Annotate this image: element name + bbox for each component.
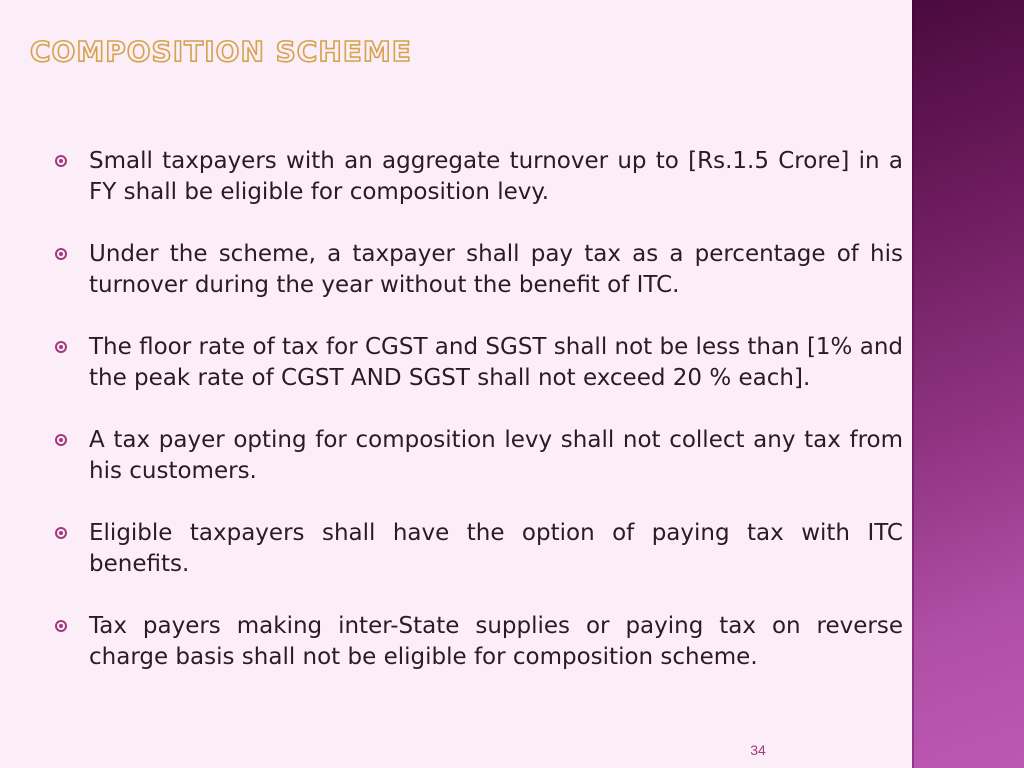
circle-dot-bullet-icon [55,155,67,167]
decorative-side-bar [912,0,1024,768]
bullet-list [55,146,903,704]
circle-dot-bullet-icon [55,620,67,632]
circle-dot-bullet-icon [55,527,67,539]
bullet-item [55,332,903,394]
bullet-text: Small taxpayers with an aggregate turnover up to [Rs.1.5 Crore] in a FY shall be eligible for composition levy. [89,148,903,205]
bullet-item [55,239,903,301]
bullet-item [55,518,903,580]
circle-dot-bullet-icon [55,434,67,446]
circle-dot-bullet-icon [55,248,67,260]
bullet-text: Eligible taxpayers shall have the option of paying tax with ITC benefits. [89,520,903,577]
slide-title: COMPOSITION SCHEME [30,35,412,68]
bullet-text: Under the scheme, a taxpayer shall pay tax as a percentage of his turnover during the year without the benefit of ITC. [89,241,903,298]
bullet-item [55,425,903,487]
page-number: 34 [750,742,766,758]
bullet-text: A tax payer opting for composition levy shall not collect any tax from his customers. [89,427,903,484]
bullet-text: Tax payers making inter-State supplies or paying tax on reverse charge basis shall not be eligible for composition scheme. [89,613,903,670]
bullet-text: The floor rate of tax for CGST and SGST shall not be less than [1% and the peak rate of CGST AND SGST shall not exceed 20 % each]. [89,334,903,391]
bullet-item [55,611,903,673]
circle-dot-bullet-icon [55,341,67,353]
bullet-item [55,146,903,208]
